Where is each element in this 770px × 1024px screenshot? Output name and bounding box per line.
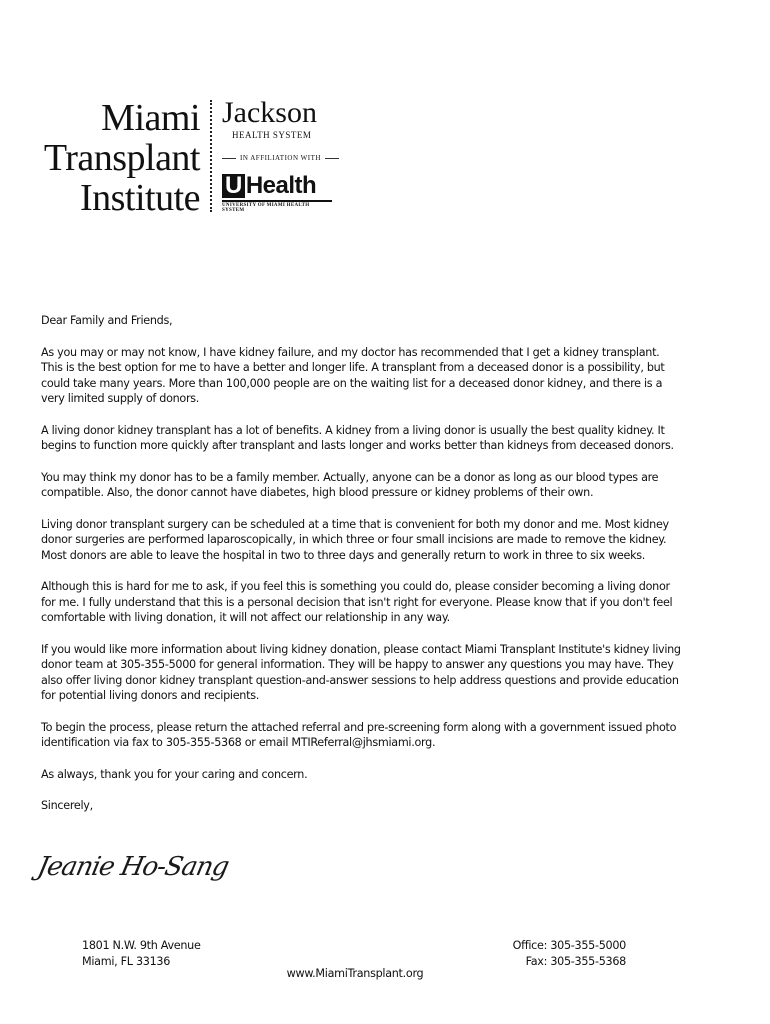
- signature: Jeanie Ho-Sang: [34, 852, 232, 882]
- paragraph-5: Although this is hard for me to ask, if you feel this is something you could do, please consider becoming a living donor for me. I fully understand that this is a personal decision that isn't right for everyone. Please know that if you don't feel comfortable with living donation, it will not affect our relationship in any way.: [41, 580, 673, 624]
- closing: Sincerely,: [41, 799, 93, 812]
- logo-line-institute: Institute: [79, 177, 200, 219]
- miami-transplant-institute-logo: [44, 98, 200, 218]
- uhealth-word: Health: [245, 172, 317, 199]
- fax-number: Fax: 305-355-5368: [525, 955, 626, 968]
- address-line-2: Miami, FL 33136: [82, 955, 171, 968]
- paragraph-1: As you may or may not know, I have kidney failure, and my doctor has recommended that I get a kidney transplant. This is the best option for me to have a better and longer life. A transplant from a deceased donor is a possibility, but could take many years. More than 100,000 people are on the waiting list for a deceased donor kidney, and there is a very limited supply of donors.: [41, 345, 665, 405]
- address-line-1: 1801 N.W. 9th Avenue: [82, 939, 201, 952]
- paragraph-4: Living donor transplant surgery can be scheduled at a time that is convenient for both my donor and me. Most kidney donor surgeries are performed laparoscopically, in which three or four small incisions are made to remove the kidney. Most donors are able to leave the hospital in two to three days and generally return to work in three to six weeks.: [41, 517, 669, 562]
- uhealth-wordmark: [222, 174, 339, 198]
- website-link[interactable]: www.MiamiTransplant.org: [286, 967, 424, 980]
- letter-body: [41, 313, 681, 830]
- paragraph-3: You may think my donor has to be a family member. Actually, anyone can be a donor as long as our blood types are compatible. Also, the donor cannot have diabetes, high blood pressure or kidney problems of their own.: [41, 470, 659, 499]
- logo-line-miami: Miami: [101, 97, 200, 139]
- footer-contact: [513, 938, 626, 970]
- salutation: Dear Family and Friends,: [41, 314, 173, 327]
- footer-address: [82, 938, 201, 970]
- affiliation-line: [222, 154, 339, 162]
- affiliation-rule-right: [325, 158, 339, 159]
- umiami-system-label: UNIVERSITY OF MIAMI HEALTH SYSTEM: [222, 200, 332, 213]
- office-phone: Office: 305-355-5000: [512, 939, 626, 952]
- paragraph-7: To begin the process, please return the attached referral and pre-screening form along with a government issued photo identification via fax to 305-355-5368 or email MTIReferral@jhsmiami.org.: [41, 720, 677, 749]
- health-system-label: HEALTH SYSTEM: [232, 130, 312, 140]
- paragraph-6: If you would like more information about living kidney donation, please contact Miami Transplant Institute's kidney living donor team at 305-355-5000 for general information. They will be happy to answer any questions you may have. They also offer living donor kidney transplant question-and-answer sessions to help address questions and provide education for potential living donors and recipients.: [41, 642, 681, 702]
- jackson-wordmark: Jackson: [222, 96, 317, 129]
- uhealth-u-mark: U: [222, 174, 245, 198]
- logo-line-transplant: Transplant: [43, 137, 200, 179]
- jackson-uhealth-logo: [222, 98, 339, 213]
- paragraph-2: A living donor kidney transplant has a lot of benefits. A kidney from a living donor is usually the best quality kidney. It begins to function more quickly after transplant and lasts longer and works better than kidneys from deceased donors.: [41, 423, 674, 452]
- paragraph-8: As always, thank you for your caring and concern.: [41, 767, 308, 781]
- affiliation-label: IN AFFILIATION WITH: [240, 154, 321, 162]
- affiliation-rule-left: [222, 158, 236, 159]
- logo-divider: [210, 100, 212, 212]
